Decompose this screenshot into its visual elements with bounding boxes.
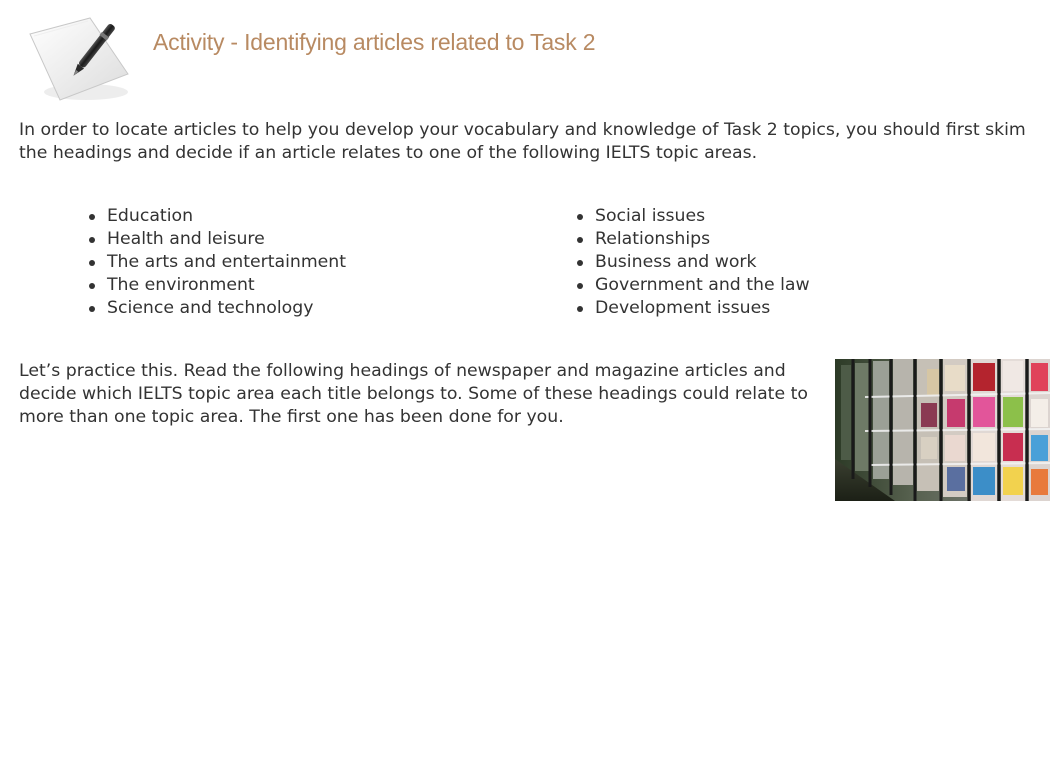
practice-paragraph: Let’s practice this. Read the following headings of newspaper and magazine articles and decide which IELTS topic area each title belongs to. Some of these headings could relate to more than one topic area. The first one has been done for you. — [19, 361, 808, 427]
list-item: The arts and entertainment — [88, 251, 548, 274]
list-item: Education — [88, 205, 548, 228]
list-item: Science and technology — [88, 297, 548, 320]
list-item: Health and leisure — [88, 228, 548, 251]
list-item: The environment — [88, 274, 548, 297]
list-item: Government and the law — [576, 274, 1036, 297]
topic-list-right — [576, 205, 1036, 320]
list-item: Development issues — [576, 297, 1036, 320]
paper-and-pen-icon — [24, 12, 134, 104]
magazine-rack-photo — [835, 359, 1050, 501]
topic-list-left — [88, 205, 548, 320]
activity-header — [0, 0, 1061, 110]
list-item: Business and work — [576, 251, 1036, 274]
list-item: Social issues — [576, 205, 1036, 228]
intro-paragraph: In order to locate articles to help you develop your vocabulary and knowledge of Task 2 topics, you should first skim the headings and decide if an article relates to one of the following IELTS topic areas. — [19, 120, 1026, 163]
list-item: Relationships — [576, 228, 1036, 251]
page-title: Activity - Identifying articles related to Task 2 — [153, 29, 596, 55]
